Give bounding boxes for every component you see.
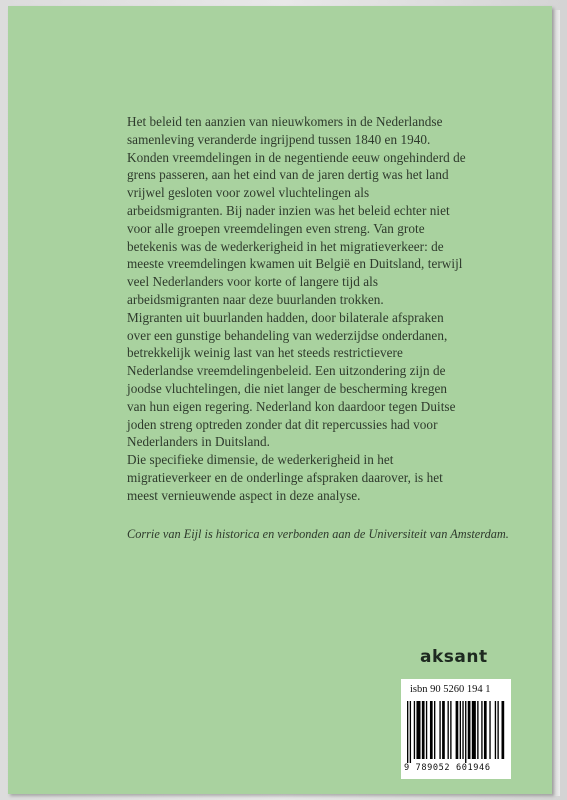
barcode-bar xyxy=(422,701,425,759)
barcode-bar xyxy=(448,701,449,759)
barcode-bar xyxy=(442,701,445,759)
barcode-bar xyxy=(407,701,408,763)
blurb-paragraph-1: Het beleid ten aanzien van nieuwkomers in de Nederlandse samenleving veranderde ingrijpend tussen 1840 en 1940. Konden vreemdelingen in de negentiende eeuw ongehinderd de grens passeren, aan het eind van de jaren dertig was het land vrijwel gesloten voor zowel vluchtelingen als arbeidsmigranten. Bij nader inzien was het beleid echter niet voor alle groepen vreemdelingen even streng. Van grote betekenis was de wederkerigheid in het migratieverkeer: de meeste vreemdelingen kwamen uit België en Duitsland, terwijl veel Nederlanders voor korte of langere tijd als arbeidsmigranten naar deze buurlanden trokken. xyxy=(127,114,466,307)
barcode-bar xyxy=(495,701,496,759)
barcode-bar xyxy=(465,701,466,763)
blurb-paragraph-2: Migranten uit buurlanden hadden, door bilaterale afspraken over een gunstige behandeling van wederzijdse onderdanen, betrekkelijk weinig last van het steeds restrictievere Nederlandse vreemdelingenbeleid. Een uitzondering zijn de joodse vluchtelingen, die niet langer de bescherming kregen van hun eigen regering. Nederland kon daardoor tegen Duitse joden streng optreden zonder dat dit repercussies had voor Nederlanders in Duitsland. xyxy=(127,309,456,450)
barcode-panel xyxy=(401,679,511,779)
book-page-edge xyxy=(552,10,560,796)
isbn-number: isbn 90 5260 194 1 xyxy=(410,684,491,695)
barcode-bar xyxy=(477,701,478,759)
barcode-bar xyxy=(468,701,471,759)
barcode-bar xyxy=(414,701,415,759)
author-note: Corrie van Eijl is historica en verbonden aan de Universiteit van Amsterdam. xyxy=(127,527,509,541)
barcode-bar xyxy=(502,701,505,759)
barcode-bar xyxy=(460,701,461,759)
barcode-bar xyxy=(497,701,498,759)
barcode-bar xyxy=(430,701,433,759)
barcode-bar xyxy=(450,701,451,759)
barcode-bar xyxy=(434,701,435,759)
barcode-bar xyxy=(456,701,459,759)
barcode-bar xyxy=(416,701,420,759)
barcode-bar xyxy=(410,701,411,763)
blurb-text xyxy=(127,113,467,505)
publisher-logo: aksant xyxy=(420,647,488,667)
barcode-bar xyxy=(426,701,427,759)
barcode-bar xyxy=(489,701,490,759)
barcode-bar xyxy=(462,701,463,759)
barcode-bar xyxy=(439,701,440,759)
barcode-bar xyxy=(472,701,476,759)
barcode-bar xyxy=(484,701,487,759)
barcode-digits: 9 789052 601946 xyxy=(404,763,491,773)
barcode-icon xyxy=(407,701,505,763)
blurb-paragraph-3: Die specifieke dimensie, de wederkerigheid in het migratieverkeer en de onderlinge afspraken daarover, is het meest vernieuwende aspect in deze analyse. xyxy=(127,452,443,503)
barcode-bar xyxy=(481,701,482,759)
